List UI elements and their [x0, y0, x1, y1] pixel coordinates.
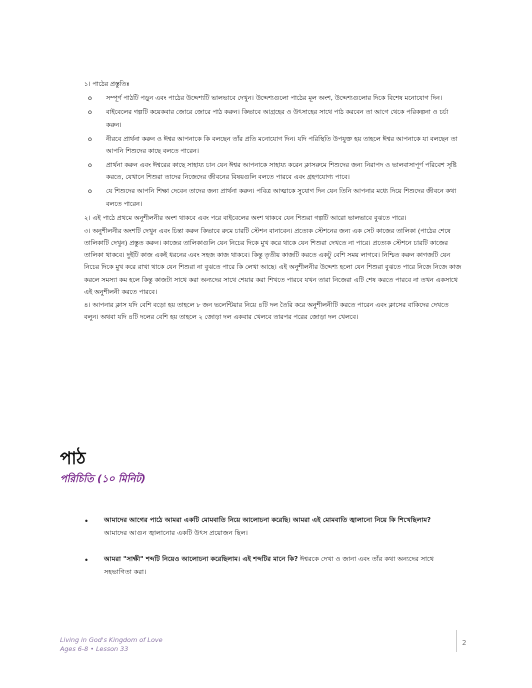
footer	[60, 636, 163, 653]
footer-divider	[456, 630, 457, 652]
introduction-subtitle: পরিচিতি (১০ মিনিট)	[60, 474, 146, 485]
page-number: 2	[462, 639, 467, 647]
preparation-section	[84, 78, 464, 324]
footer-course-title: Living in God's Kingdom of Love	[60, 636, 163, 644]
preparation-item	[84, 92, 464, 104]
preparation-item-text: নীরবে প্রার্থনা করুন ও ঈশ্বর আপনাকে কি বলছেন তাঁর প্রতি মনোযোগ দিন। যদি পরিস্থিতি উপযুক্ত হয় তাহলে ঈশ্বর আপনাকে যা বলছেন তা আপনি শিশুদের কাছে বলতে পারেন।	[106, 134, 458, 155]
hollow-bullet-icon: o	[88, 161, 92, 170]
preparation-item-text: সম্পূর্ণ পাঠটি পড়ুন এবং পাঠের উদ্দেশ্যটি ভালভাবে দেখুন। উদ্দেশ্যগুলো পাঠের মূল অংশ, উদ্দেশ্যগুলোর দিকে বিশেষ মনোযোগ দিন।	[106, 94, 443, 103]
preparation-item	[84, 159, 464, 183]
hollow-bullet-icon: o	[88, 94, 92, 103]
bullet-dot-icon: •	[84, 517, 89, 526]
introduction-item	[84, 553, 454, 578]
hollow-bullet-icon: o	[88, 134, 92, 143]
preparation-item	[84, 185, 464, 209]
instruction-paragraph: ৪। আপনার ক্লাস যদি বেশি বড়ো হয় তাহলে ৮ জন ভলেন্টিয়ার নিয়ে ৪টি দল তৈরি করে অনুশীলনীটি করতে পারেন এবং ক্লাসের বাকিদের দেখতে বলুন। অথবা যদি ৪টি দলের বেশি হয় তাহলে ২ জোড়া দল একবার খেলবে তারপর পরের জোড়া দল খেলবে।	[84, 300, 449, 322]
preparation-item	[84, 133, 464, 157]
introduction-list	[84, 514, 454, 592]
introduction-question: আমাদের আগের পাঠে আমরা একটি মোমবাতি নিয়ে আলোচনা করেছি। আমরা এই মোমবাতি জ্বালানো নিয়ে কি শিখেছিলাম?	[104, 516, 431, 524]
lesson-section-title: পাঠ	[60, 449, 86, 469]
instruction-paragraph: ৩। অনুশীলনীর অংশটি দেখুন এবং চিন্তা করুন কিভাবে রুমে চারটি স্টেশন বানাবেন। প্রত্যেক স্টেশনের জন্য এক সেট কাজের তালিকা (পাঠের শেষে তালিকাটি দেখুন) প্রস্তুত করুন। কাজের তালিকাগুলি যেন নিচের দিকে মুখ করে থাকে যেন শিশুরা দেখতে না পারে। প্রত্যেক স্টেশনে চারটি কাজের তালিকা থাকবে। দুইটি কাজ একই ধরনের এবং সহজ কাজ থাকবে। কিন্তু তৃতীয় কাজটি করতে একটু বেশি সময় লাগবে। নিশ্চিত করুন কাগজটি যেন নিচের দিকে মুখ করে রাখা থাকে যেন শিশুরা না বুঝতে পারে কি লেখা আছে। এই অনুশীলনীর উদ্দেশ্য হলো যেন শিশুরা বুঝতে পারে নিজে নিজে কাজ করলে সমস্যা কম হলে কিন্তু কাজটা সাথে করা অন্যদের সাথে শেয়ার করা শিখতে পারবে যখন তারা নিজেরা এটি শেষ করতে পারবে না তখন একসাথে এই অনুশীলনী করতে পারবে।	[84, 226, 462, 296]
instruction-paragraph: ২। এই পাঠে প্রথমে অনুশীলনীর অংশ থাকবে এবং পরে বাইবেলের অংশ থাকবে যেন শিশুরা গল্পটি আরো ভালভাবে বুঝতে পারে।	[84, 213, 407, 222]
preparation-list	[84, 92, 464, 210]
hollow-bullet-icon: o	[88, 187, 92, 196]
bullet-dot-icon: •	[84, 556, 89, 566]
introduction-answer: ঈশ্বরকে দেখা ও জানা এবং তাঁর কথা অন্যদের সাথে সহভাগিতা করা।	[104, 555, 434, 576]
preparation-item	[84, 106, 464, 130]
preparation-item-text: যে শিশুদের আপনি শিক্ষা দেবেন তাদের জন্য প্রার্থনা করুন। পবিত্র আত্মাকে সুযোগ দিন যেন তিনি আপনার মধ্যে দিয়ে শিশুদের জীবনে কথা বলতে পারেন।	[106, 187, 457, 208]
preparation-item-text: প্রার্থনা করুন এবং ঈশ্বরের কাছে সাহায্য চান যেন ঈশ্বর আপনাকে সাহায্য করেন ক্লাসরুমে শিশুদের জন্য নিরাপদ ও ভালবাসাপূর্ণ পরিবেশ সৃষ্টি করতে, যেখানে শিশুরা তাদের নিজেদের জীবনের বিষয়গুলি বলতে পারবে এবং গ্রহণযোগ্য পাবে।	[106, 161, 457, 182]
preparation-item-text: বাইবেলের গল্পটি কয়েকবার জোরে জোরে পাঠ করুন। কিভাবে আগ্রহের ও উৎসাহের সাথে পাঠ করবেন তা আগে থেকে পরিকল্পনা ও চর্চা করুন।	[106, 108, 449, 129]
preparation-heading: ১। পাঠের প্রস্তুতিঃ	[84, 80, 130, 88]
introduction-question: আমরা "সাক্ষী" শব্দটি নিয়েও আলোচনা করেছিলাম। এই শব্দটির মানে কি?	[104, 555, 298, 564]
footer-lesson-info: Ages 6-8 • Lesson 33	[60, 644, 129, 653]
introduction-item	[84, 514, 454, 539]
introduction-answer: আমাদের আগুন জ্বালানোর একটি উৎস প্রয়োজন ছিল।	[104, 528, 248, 537]
hollow-bullet-icon: o	[88, 108, 92, 117]
